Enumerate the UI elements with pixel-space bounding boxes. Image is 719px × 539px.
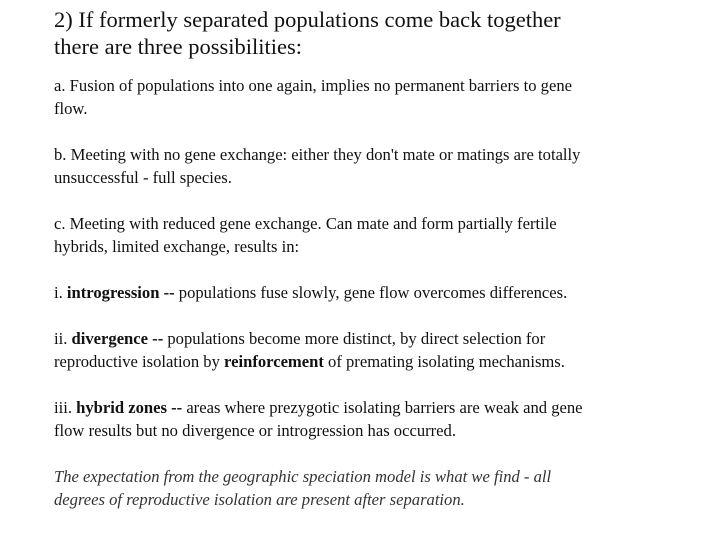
outcome-iii-prefix: iii. <box>54 398 77 417</box>
possibility-a-line-2: flow. <box>54 99 88 118</box>
term-introgression: introgression -- <box>66 283 175 302</box>
possibility-c-line-2: hybrids, limited exchange, results in: <box>54 237 300 256</box>
outcome-ii-text: populations become more distinct, by direct selection for <box>163 329 546 348</box>
outcome-ii-line-2-end: of premating isolating mechanisms. <box>323 352 565 371</box>
heading-line-2: there are three possibilities: <box>54 34 303 59</box>
possibility-c-line-1: c. Meeting with reduced gene exchange. Can mate and form partially fertile <box>54 214 557 233</box>
heading-line-1: 2) If formerly separated populations come back together <box>54 7 561 32</box>
conclusion-note <box>54 465 704 511</box>
possibility-b <box>54 143 704 189</box>
outcome-introgression <box>54 281 704 304</box>
outcome-iii-line-2: flow results but no divergence or introgression has occurred. <box>54 421 456 440</box>
possibility-a-line-1: a. Fusion of populations into one again, implies no permanent barriers to gene <box>54 76 572 95</box>
outcome-ii-line-2-start: reproductive isolation by <box>54 352 225 371</box>
outcome-divergence <box>54 327 704 373</box>
outcome-ii-prefix: ii. <box>54 329 72 348</box>
term-hybrid-zones: hybrid zones -- <box>76 398 183 417</box>
possibility-b-line-1: b. Meeting with no gene exchange: either they don't mate or matings are totally <box>54 145 581 164</box>
outcome-i-text: populations fuse slowly, gene flow overcomes differences. <box>174 283 568 302</box>
outcome-hybrid-zones <box>54 396 704 442</box>
slide-content <box>54 6 704 534</box>
outcome-iii-text: areas where prezygotic isolating barriers are weak and gene <box>182 398 583 417</box>
possibility-b-line-2: unsuccessful - full species. <box>54 168 232 187</box>
term-divergence: divergence -- <box>71 329 164 348</box>
conclusion-line-1: The expectation from the geographic speciation model is what we find - all <box>54 467 552 486</box>
term-reinforcement: reinforcement <box>224 352 324 371</box>
outcome-i-prefix: i. <box>54 283 67 302</box>
possibility-a <box>54 74 704 120</box>
possibility-c <box>54 212 704 258</box>
conclusion-line-2: degrees of reproductive isolation are present after separation. <box>54 490 465 509</box>
slide-heading <box>54 6 704 60</box>
